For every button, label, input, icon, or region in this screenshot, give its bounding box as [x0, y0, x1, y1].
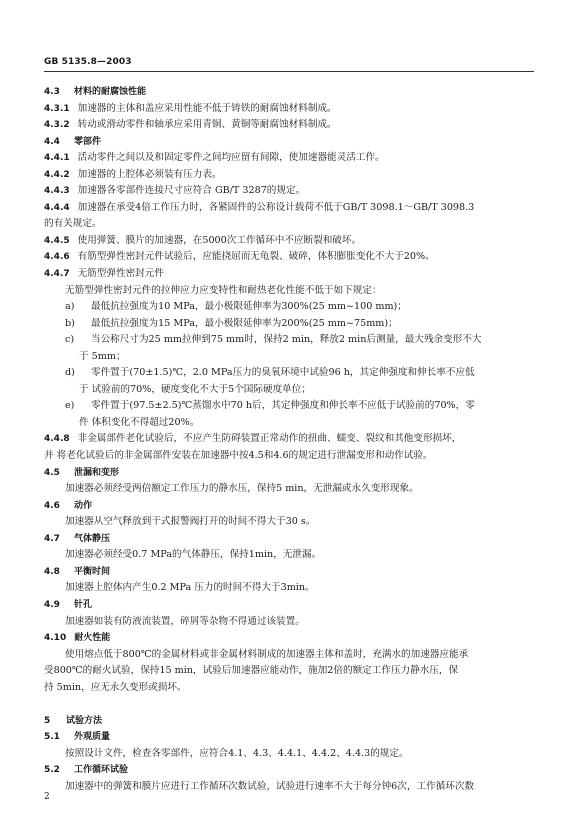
page-number: 2 [44, 792, 50, 802]
section-heading [44, 134, 538, 151]
clause-text: 活动零件之间以及和固定零件之间均应留有间隙，使加速器能灵活工作。 [77, 152, 385, 164]
text-line: 受800℃的耐火试验，保持15 min，试验后加速器应能动作，施加2倍的额定工作压力静水压，保 [44, 665, 459, 677]
clause [44, 431, 538, 448]
clause [44, 249, 538, 266]
list-label: e) [65, 400, 75, 412]
list-text: 当公称尺寸为25 mm拉伸到75 mm时，保持2 min，释放2 min后测量，最大残余变形不大 [91, 334, 482, 346]
section-heading [44, 729, 538, 746]
section-title: 泄漏和变形 [74, 467, 120, 478]
list-item [44, 299, 538, 316]
list-text: 最低抗拉强度为10 MPa，最小极限延伸率为300%(25 mm~100 mm)； [91, 301, 407, 313]
clause-number: 4.3.1 [44, 103, 70, 114]
text-line: 于 试验前的70%，硬度变化不大于5个国际硬度单位； [79, 383, 311, 395]
text-line: 按照设计文件，检查各零部件，应符合4.1、4.3、4.4.1、4.4.2、4.4.3的规定。 [65, 747, 409, 759]
clause-number: 4.4.2 [44, 169, 70, 180]
section-title: 试验方法 [66, 715, 103, 726]
clause [44, 150, 538, 167]
list-text: 零件置于(70±1.5)℃，2.0 MPa压力的臭氧环境中试验96 h，其定伸强度和伸长率不应低 [91, 367, 475, 379]
section-heading [44, 465, 538, 482]
section-number: 4.8 [44, 566, 60, 577]
list-label: c) [65, 334, 75, 346]
spacer [44, 696, 538, 713]
section-heading [44, 498, 538, 515]
section-heading [44, 713, 538, 730]
section-title: 外观质量 [74, 732, 111, 743]
section-heading [44, 531, 538, 548]
section-number: 4.10 [44, 633, 67, 644]
text-line: 无筋型弹性密封元件的拉伸应力应变特性和耐热老化性能不低于如下规定： [65, 284, 382, 296]
section-heading [44, 762, 538, 779]
section-title: 材料的耐腐蚀性能 [74, 87, 147, 97]
clause-text: 无筋型弹性密封元件 [77, 268, 164, 280]
clause-text: 有筋型弹性密封元件试验后，应能挠屈而无龟裂、破碎，体积膨胀变化不大于20%。 [77, 251, 435, 263]
section-number: 4.3 [44, 87, 60, 97]
list-item [44, 316, 538, 333]
section-number: 5 [44, 715, 51, 726]
list-item [44, 398, 538, 415]
section-heading [44, 630, 538, 647]
clause [44, 117, 538, 134]
clause-text: 加速器的上腔体必须装有压力表。 [77, 168, 222, 180]
clause-number: 4.4.3 [44, 186, 70, 197]
section-title: 动作 [74, 500, 93, 511]
text-line: 加速器从空气释放到干式报警阀打开的时间不得大于30 s。 [65, 516, 316, 528]
clause [44, 200, 538, 217]
text-line: 加速器必须经受两倍额定工作压力的静水压，保持5 min，无泄漏或永久变形现象。 [65, 483, 419, 495]
section-title: 针孔 [74, 599, 93, 610]
text-line: 加速器必须经受0.7 MPa的气体静压，保持1min，无泄漏。 [65, 549, 322, 561]
clause-number: 4.4.6 [44, 252, 70, 263]
header-rule [44, 71, 534, 72]
list-text: 零件置于(97.5±2.5)℃蒸馏水中70 h后，其定伸强度和伸长率不应低于试验前的70%，零 [91, 400, 475, 412]
text-line: 持 5min，应无永久变形或损坏。 [44, 681, 187, 693]
section-title: 零部件 [74, 136, 102, 147]
text-line: 加速器如装有防液流装置，碎屑等杂物不得通过该装置。 [65, 615, 305, 627]
section-number: 4.5 [44, 467, 60, 478]
clause-text: 加速器各零部件连接尺寸应符合 GB/T 3287的规定。 [77, 185, 306, 197]
section-number: 4.6 [44, 500, 60, 511]
text-line: 并 将老化试验后的非金属部件安装在加速器中按4.5和4.6的规定进行泄漏变形和动作试验。 [44, 450, 433, 462]
list-item [44, 365, 538, 382]
list-label: a) [65, 301, 75, 313]
clause-text: 加速器在承受4倍工作压力时，各紧固件的公称设计载荷不低于GB/T 3098.1～GB/T 3098.3 [77, 201, 475, 213]
section-number: 4.7 [44, 533, 60, 544]
text-line: 使用熔点低于800℃的金属材料或非金属材料制成的加速器主体和盖时，充满水的加速器应能承 [65, 648, 469, 660]
clause [44, 183, 538, 200]
clause-text: 非金属部件老化试验后，不应产生防碍装置正常动作的扭曲、蠕变、裂纹和其他变形损坏， [77, 433, 462, 445]
clause [44, 101, 538, 118]
document-header: GB 5135.8—2003 [44, 57, 132, 67]
clause-number: 4.4.1 [44, 153, 70, 164]
section-title: 工作循环试验 [74, 765, 129, 776]
list-text: 最低抗拉强度为15 MPa，最小极限延伸率为200%(25 mm~75mm)； [91, 317, 398, 329]
section-number: 5.2 [44, 765, 60, 776]
clause-number: 4.4.7 [44, 269, 70, 280]
clause-number: 4.3.2 [44, 120, 70, 131]
text-line: 件 体积变化不得超过20%。 [79, 416, 200, 428]
document-body [44, 84, 538, 796]
clause [44, 167, 538, 184]
text-line: 加速器中的弹簧和膜片应进行工作循环次数试验，试验进行速率不大于每分钟6次，工作循环次数 [65, 780, 475, 792]
clause-number: 4.4.5 [44, 235, 70, 246]
clause-text: 转动或滑动零件和轴承应采用青铜、黄铜等耐腐蚀材料制成。 [77, 119, 337, 131]
text-line: 的有关规定。 [44, 218, 102, 230]
list-label: d) [65, 367, 75, 379]
section-number: 4.9 [44, 599, 60, 610]
section-number: 4.4 [44, 136, 60, 147]
text-line: 加速器上腔体内产生0.2 MPa 压力的时间不得大于3min。 [65, 582, 315, 594]
section-title: 耐火性能 [74, 633, 111, 644]
list-item [44, 332, 538, 349]
section-heading [44, 564, 538, 581]
clause-text: 使用弹簧、膜片的加速器，在5000次工作循环中不应断裂和破坏。 [77, 234, 362, 246]
clause-number: 4.4.4 [44, 202, 70, 213]
clause-number: 4.4.8 [44, 434, 70, 445]
clause [44, 233, 538, 250]
section-number: 5.1 [44, 732, 60, 743]
section-heading [44, 84, 538, 101]
clause-text: 加速器的主体和盖应采用性能不低于铸铁的耐腐蚀材料制成。 [77, 102, 337, 114]
section-title: 平衡时间 [74, 566, 111, 577]
clause [44, 266, 538, 283]
section-heading [44, 597, 538, 614]
list-label: b) [65, 317, 75, 329]
section-title: 气体静压 [74, 533, 111, 544]
text-line: 于 5mm； [79, 350, 126, 362]
